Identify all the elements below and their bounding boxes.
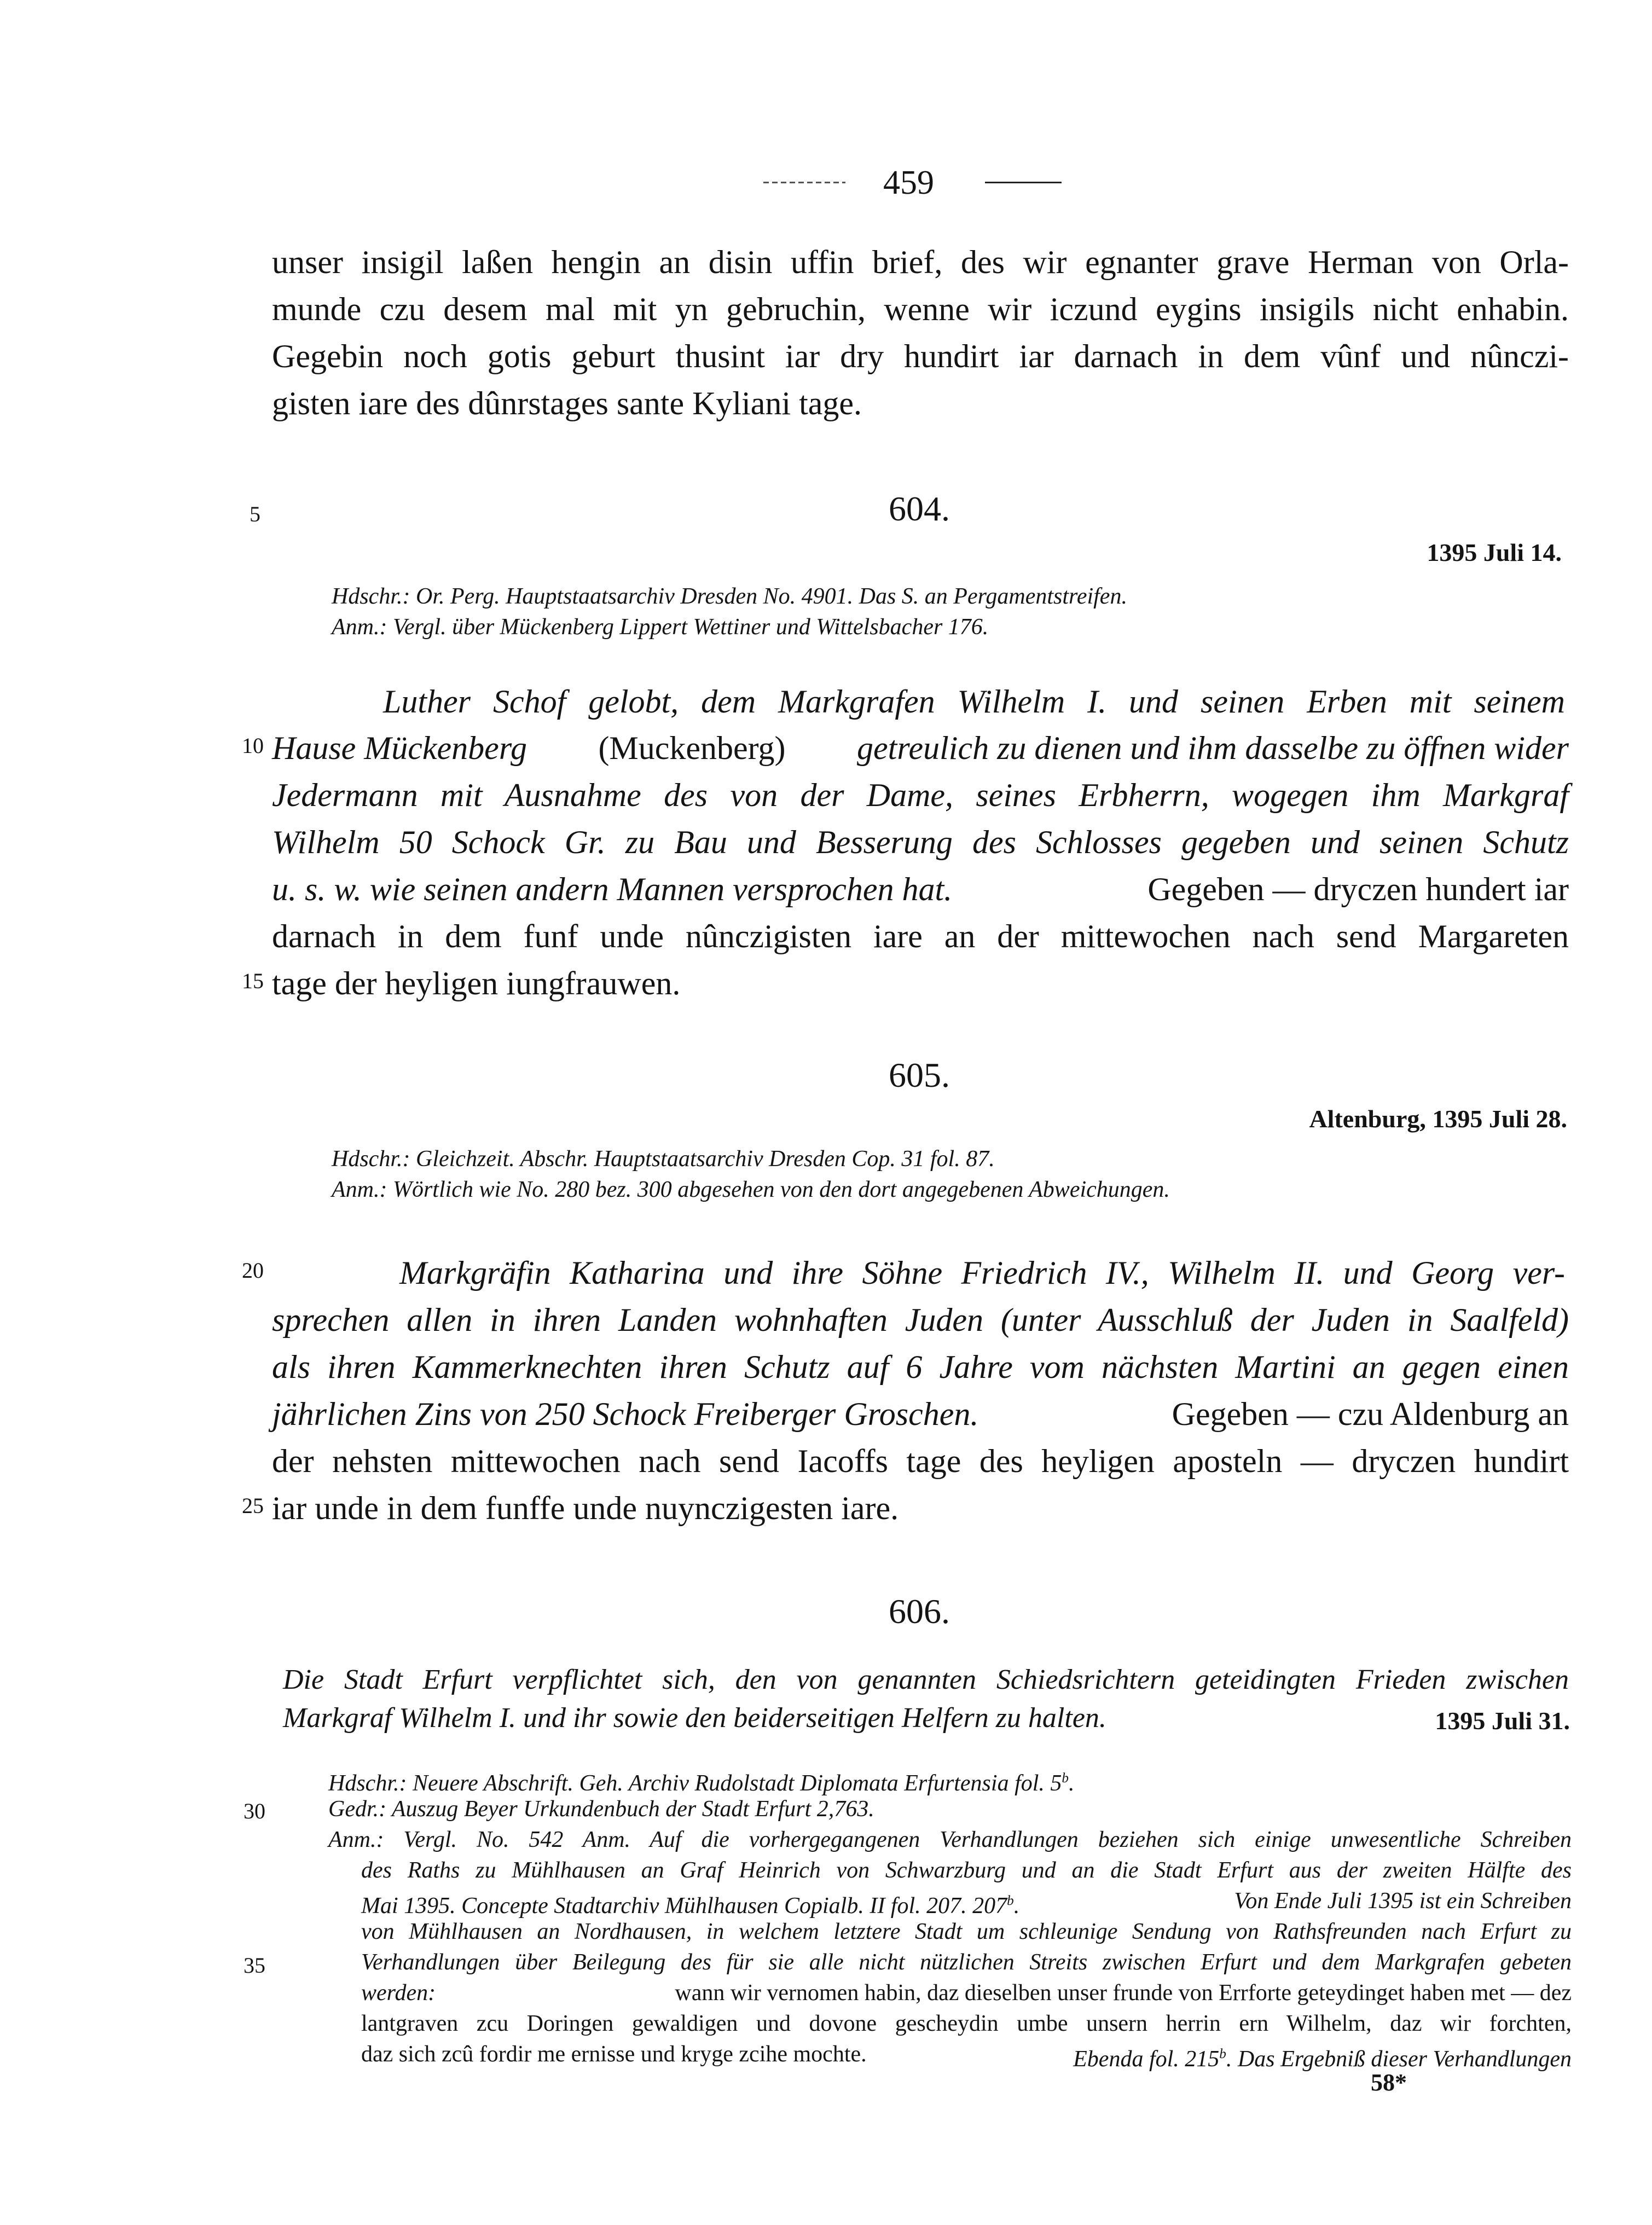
doc-606-note-hdschr-text: Hdschr.: Neuere Abschrift. Geh. Archiv Rudolstadt Diplomata Erfurtensia fol. 5 bbox=[328, 1771, 1062, 1796]
doc-604-dating-start: Gegeben — dryczen hundert iar bbox=[1147, 871, 1569, 907]
header-dash-left bbox=[763, 182, 845, 183]
doc-606-note-anm-1: Anm.: Vergl. No. 542 Anm. Auf die vorhergegangenen Verhandlungen beziehen sich einige unwesentliche Schreiben bbox=[328, 1827, 1572, 1852]
intro-line-3: Gegebin noch gotis geburt thusint iar dry hundirt iar darnach in dem vûnf und nûnczi- bbox=[272, 338, 1569, 374]
doc-606-note-anm-2: des Raths zu Mühlhausen an Graf Heinrich von Schwarzburg und an die Stadt Erfurt aus der zweiten Hälfte des bbox=[361, 1858, 1572, 1883]
line-number-35: 35 bbox=[244, 1953, 265, 1978]
doc-605-dating-3: iar unde in dem funffe unde nuynczigesten iare. bbox=[272, 1490, 899, 1526]
doc-606-ebenda: Ebenda fol. 215$^b$. Das Ergebniß dieser Verhandlungen bbox=[1073, 2047, 1572, 2072]
doc-604-summary-2 bbox=[272, 725, 1569, 771]
intro-line-2: munde czu desem mal mit yn gebruchin, wenne wir iczund eygins insigils nicht enhabin. bbox=[272, 291, 1569, 327]
doc-606-note-anm-3a: Mai 1395. Concepte Stadtarchiv Mühlhausen Copialb. II fol. 207. 207$^b$. bbox=[361, 1893, 1020, 1919]
header-dash-right bbox=[985, 182, 1062, 183]
doc-605-summary-3: als ihren Kammerknechten ihren Schutz auf 6 Jahre vom nächsten Martini an gegen einen bbox=[272, 1349, 1569, 1385]
doc-605-summary-4 bbox=[272, 1391, 1569, 1437]
doc-605-note-hdschr: Hdschr.: Gleichzeit. Abschr. Hauptstaatsarchiv Dresden Cop. 31 fol. 87. bbox=[332, 1146, 995, 1172]
doc-605-summary-1: Markgräfin Katharina und ihre Söhne Friedrich IV., Wilhelm II. und Georg ver- bbox=[399, 1255, 1565, 1291]
line-number-20: 20 bbox=[242, 1258, 264, 1283]
doc-604-dating-3: tage der heyligen iungfrauwen. bbox=[272, 965, 681, 1001]
intro-line-1: unser insigil laßen hengin an disin uffin brief, des wir egnanter grave Herman von Orla- bbox=[272, 244, 1569, 280]
doc-604-place-variant: (Muckenberg) bbox=[598, 730, 786, 766]
doc-605-date: Altenburg, 1395 Juli 28. bbox=[1309, 1105, 1567, 1133]
doc-606-quote-3: daz sich zcû fordir me ernisse und kryge zcihe mochte. bbox=[361, 2042, 867, 2067]
doc-606-note-anm-4: von Mühlhausen an Nordhausen, in welchem letztere Stadt um schleunige Sendung von Rathsfreunden nach Erfurt zu bbox=[361, 1919, 1572, 1944]
doc-606-note-hdschr: Hdschr.: Neuere Abschrift. Geh. Archiv Rudolstadt Diplomata Erfurtensia fol. 5$^b$. bbox=[328, 1771, 1075, 1796]
doc-606-date: 1395 Juli 31. bbox=[1435, 1707, 1570, 1735]
intro-line-4: gisten iare des dûnrstages sante Kyliani tage. bbox=[272, 385, 862, 421]
line-number-15: 15 bbox=[242, 969, 264, 993]
signature-mark: 58* bbox=[1371, 2069, 1407, 2096]
doc-606-quote-2: lantgraven zcu Doringen gewaldigen und dovone gescheydin umbe unsern herrin ern Wilhelm, daz wir forchten, bbox=[361, 2011, 1572, 2036]
line-number-25: 25 bbox=[242, 1493, 264, 1518]
page-number: 459 bbox=[883, 164, 934, 201]
doc-604-note-anm: Anm.: Vergl. über Mückenberg Lippert Wettiner und Wittelsbacher 176. bbox=[332, 615, 989, 640]
doc-604-summary-3: Jedermann mit Ausnahme des von der Dame, seines Erbherrn, wogegen ihm Markgraf bbox=[272, 777, 1569, 813]
doc-604-date: 1395 Juli 14. bbox=[1427, 538, 1562, 566]
doc-606-note-gedr: Gedr.: Auszug Beyer Urkundenbuch der Stadt Erfurt 2,763. bbox=[328, 1797, 874, 1822]
doc-605-note-anm: Anm.: Wörtlich wie No. 280 bez. 300 abgesehen von den dort angegebenen Abweichungen. bbox=[332, 1177, 1170, 1202]
doc-605-number: 605. bbox=[889, 1056, 950, 1094]
doc-606-quote-1: wann wir vernomen habin, daz dieselben unser frunde von Errforte geteydinget haben met — dez bbox=[675, 1980, 1572, 2006]
doc-605-dating-start: Gegeben — czu Aldenburg an bbox=[1172, 1396, 1569, 1432]
doc-606-note-anm-5: Verhandlungen über Beilegung des für sie alle nicht nützlichen Streits zwischen Erfurt und dem Markgrafen gebeten bbox=[361, 1950, 1572, 1975]
doc-606-note-anm-3b: Von Ende Juli 1395 ist ein Schreiben bbox=[1234, 1888, 1572, 1914]
doc-606-number: 606. bbox=[889, 1592, 950, 1631]
doc-604-note-hdschr: Hdschr.: Or. Perg. Hauptstaatsarchiv Dresden No. 4901. Das S. an Pergamentstreifen. bbox=[332, 584, 1127, 609]
doc-606-summary-2: Markgraf Wilhelm I. und ihr sowie den beiderseitigen Helfern zu halten. bbox=[283, 1702, 1106, 1734]
doc-606-note-werden: werden: bbox=[361, 1980, 436, 2006]
doc-605-summary-end: jährlichen Zins von 250 Schock Freiberger Groschen. bbox=[272, 1396, 979, 1432]
doc-604-summary-4: Wilhelm 50 Schock Gr. zu Bau und Besserung des Schlosses gegeben und seinen Schutz bbox=[272, 824, 1569, 860]
doc-604-summary-1: Luther Schof gelobt, dem Markgrafen Wilhelm I. und seinen Erben mit seinem bbox=[383, 683, 1565, 720]
doc-604-summary-2b: getreulich zu dienen und ihm dasselbe zu öffnen wider bbox=[857, 730, 1569, 766]
doc-604-number: 604. bbox=[889, 489, 950, 528]
doc-604-dating-2: darnach in dem funf unde nûnczigisten iare an der mittewochen nach send Margareten bbox=[272, 918, 1569, 954]
doc-606-note-anm-6 bbox=[361, 1978, 1572, 2008]
doc-604-place: Hause Mückenberg bbox=[272, 730, 527, 766]
doc-606-summary-1: Die Stadt Erfurt verpflichtet sich, den von genannten Schiedsrichtern geteidingten Frieden zwischen bbox=[283, 1664, 1569, 1695]
line-number-5: 5 bbox=[250, 502, 260, 526]
doc-606-note-hdschr-sup: b bbox=[1062, 1771, 1069, 1786]
doc-604-summary-end: u. s. w. wie seinen andern Mannen versprochen hat. bbox=[272, 871, 953, 907]
line-number-10: 10 bbox=[242, 733, 264, 758]
doc-604-summary-5 bbox=[272, 866, 1569, 912]
doc-605-summary-2: sprechen allen in ihren Landen wohnhaften Juden (unter Ausschluß der Juden in Saalfeld) bbox=[272, 1302, 1569, 1338]
doc-605-dating-2: der nehsten mittewochen nach send Iacoffs tage des heyligen aposteln — dryczen hundirt bbox=[272, 1443, 1569, 1479]
line-number-30: 30 bbox=[244, 1799, 265, 1823]
